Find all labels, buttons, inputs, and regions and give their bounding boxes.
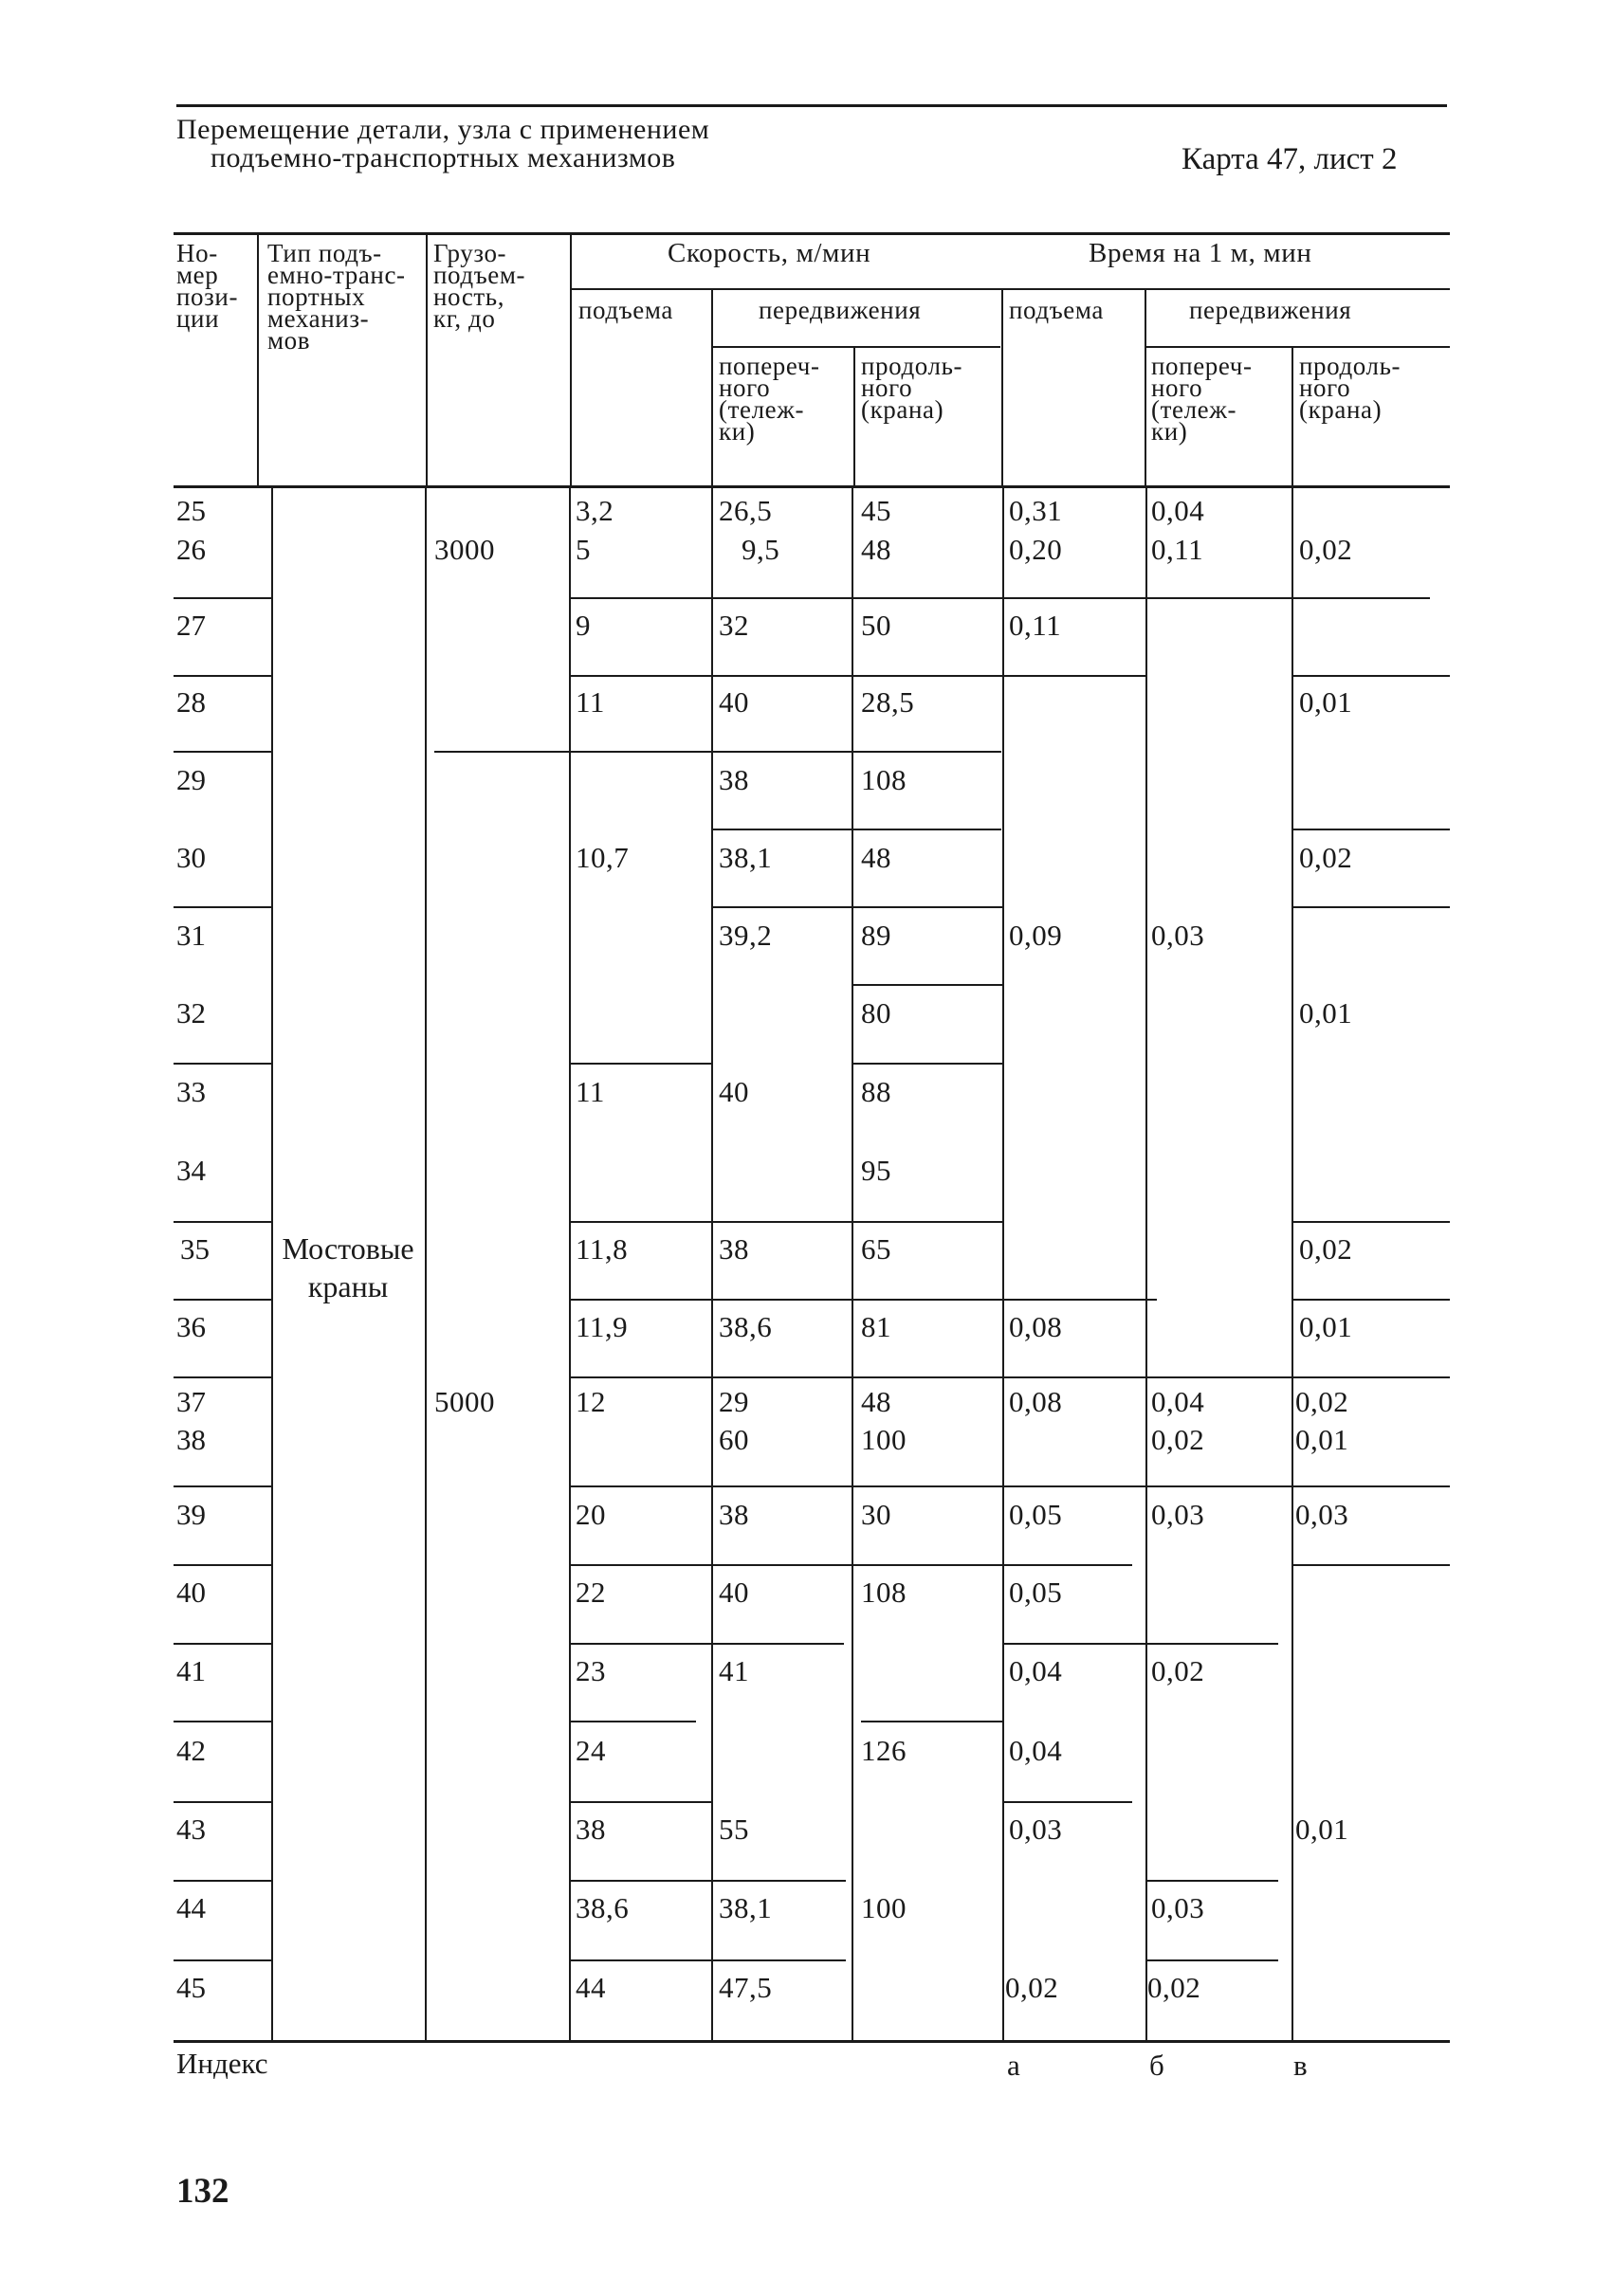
row-sep — [174, 1643, 271, 1645]
row-sep — [174, 1221, 271, 1223]
speed-lift: 9 — [576, 609, 591, 642]
index-a: а — [1007, 2049, 1020, 2082]
position-number: 39 — [176, 1498, 206, 1531]
col-speed-lift-header: подъема — [578, 296, 673, 324]
vline-h1 — [257, 232, 259, 487]
row-sep — [174, 751, 271, 753]
vline-h5 — [853, 346, 855, 487]
tlong-line2: ного — [1299, 374, 1351, 402]
position-number: 29 — [176, 763, 206, 796]
data-sep — [569, 1221, 1003, 1223]
mechanism-label — [267, 1230, 429, 1305]
data-sep — [1291, 675, 1450, 677]
time-long: 0,02 — [1299, 533, 1353, 566]
speed-long: 48 — [861, 841, 891, 874]
speed-cross: 38 — [719, 763, 749, 796]
position-number: 36 — [176, 1310, 206, 1343]
speed-lift: 11,8 — [576, 1232, 629, 1266]
data-sep — [852, 984, 1003, 986]
col-mechanism-line2: емно-транс- — [267, 261, 406, 289]
speed-lift: 12 — [576, 1385, 606, 1418]
row-sep — [174, 1299, 271, 1301]
time-long: 0,02 — [1299, 1232, 1353, 1266]
speed-long: 88 — [861, 1075, 891, 1108]
col-speed-header: Скорость, м/мин — [668, 238, 871, 268]
header-card: Карта 47, лист 2 — [1182, 142, 1398, 176]
col-capacity-header — [433, 239, 526, 333]
position-number: 30 — [176, 841, 206, 874]
row-sep — [174, 675, 271, 677]
col-mechanism-line4: механиз- — [267, 304, 370, 333]
vline-h6 — [1001, 288, 1003, 487]
col-time-lift-header: подъема — [1009, 296, 1104, 324]
long-line1: продоль- — [861, 352, 963, 380]
col-time-long-header — [1299, 352, 1401, 424]
speed-cross: 29 — [719, 1385, 749, 1418]
col-speed-long-header — [861, 352, 963, 424]
position-number: 45 — [176, 1971, 206, 2004]
position-number: 32 — [176, 996, 206, 1030]
capacity-sep — [434, 751, 569, 753]
col-speed-travel-header: передвижения — [759, 296, 922, 324]
speed-cross: 38 — [719, 1232, 749, 1266]
time-lift: 0,05 — [1009, 1498, 1063, 1531]
col-position-line1: Но- — [176, 239, 218, 267]
speed-lift: 11 — [576, 1075, 605, 1108]
time-long: 0,01 — [1295, 1813, 1349, 1846]
row-sep — [174, 597, 271, 599]
time-lift: 0,02 — [1005, 1971, 1059, 2004]
speed-cross: 40 — [719, 1576, 749, 1609]
data-sep — [569, 1721, 696, 1722]
header-title-line1: Перемещение детали, узла с применением — [176, 114, 710, 145]
time-lift: 0,11 — [1009, 609, 1062, 642]
speed-long: 28,5 — [861, 685, 915, 719]
speed-long: 65 — [861, 1232, 891, 1266]
row-sep — [174, 1564, 271, 1566]
speed-long: 126 — [861, 1734, 907, 1767]
row-sep — [174, 1880, 271, 1882]
vline-h8 — [1291, 346, 1293, 487]
tlong-line1: продоль- — [1299, 352, 1401, 380]
time-long: 0,02 — [1295, 1385, 1349, 1418]
vline-b6 — [1002, 487, 1004, 2040]
header-rule-3a — [713, 346, 1000, 348]
time-lift: 0,08 — [1009, 1385, 1063, 1418]
vline-h7 — [1145, 288, 1146, 487]
vline-b3 — [569, 487, 571, 2040]
vline-h3 — [570, 232, 572, 487]
vline-b5 — [852, 487, 853, 2040]
time-long: 0,01 — [1299, 685, 1353, 719]
row-sep — [174, 1485, 271, 1487]
data-sep — [569, 1643, 844, 1645]
speed-cross: 38 — [719, 1498, 749, 1531]
position-number: 26 — [176, 533, 206, 566]
data-sep — [1145, 1880, 1278, 1882]
vline-h4 — [711, 288, 713, 487]
data-sep — [569, 675, 1145, 677]
speed-lift: 22 — [576, 1576, 606, 1609]
col-time-header: Время на 1 м, мин — [1089, 238, 1312, 268]
data-sep — [569, 1880, 846, 1882]
speed-cross: 38,6 — [719, 1310, 773, 1343]
index-label: Индекс — [176, 2047, 268, 2080]
time-long: 0,01 — [1295, 1423, 1349, 1456]
tcross-line4: ки) — [1151, 417, 1188, 446]
time-lift: 0,04 — [1009, 1734, 1063, 1767]
data-sep — [569, 1063, 711, 1065]
table-bottom-rule — [174, 2040, 1450, 2043]
capacity-value: 3000 — [434, 533, 495, 566]
data-sep — [1291, 1564, 1450, 1566]
position-number: 37 — [176, 1385, 206, 1418]
position-number: 27 — [176, 609, 206, 642]
speed-long: 45 — [861, 494, 891, 527]
time-long: 0,01 — [1299, 1310, 1353, 1343]
data-sep — [569, 1564, 1132, 1566]
data-sep — [711, 906, 1003, 908]
speed-cross: 40 — [719, 1075, 749, 1108]
table-top-rule — [174, 232, 1450, 235]
speed-cross: 40 — [719, 685, 749, 719]
col-mechanism-line1: Тип подъ- — [267, 239, 382, 267]
long-line3: (крана) — [861, 395, 944, 424]
time-lift: 0,04 — [1009, 1654, 1063, 1687]
data-sep — [1291, 1299, 1450, 1301]
speed-lift: 11 — [576, 685, 605, 719]
speed-lift: 10,7 — [576, 841, 630, 874]
position-number: 35 — [180, 1232, 210, 1266]
speed-long: 48 — [861, 533, 891, 566]
data-sep — [1145, 1959, 1278, 1961]
speed-cross: 55 — [719, 1813, 749, 1846]
data-sep — [711, 829, 1001, 830]
vline-h2 — [426, 232, 428, 487]
col-mechanism-line3: портных — [267, 282, 366, 311]
speed-lift: 5 — [576, 533, 591, 566]
time-lift: 0,05 — [1009, 1576, 1063, 1609]
speed-cross: 9,5 — [742, 533, 780, 566]
speed-long: 50 — [861, 609, 891, 642]
col-time-travel-header: передвижения — [1189, 296, 1352, 324]
data-sep — [1002, 1801, 1132, 1803]
speed-cross: 38,1 — [719, 1891, 773, 1924]
time-long: 0,03 — [1295, 1498, 1349, 1531]
time-cross: 0,03 — [1151, 1891, 1205, 1924]
vline-b4 — [711, 487, 713, 2040]
time-long: 0,01 — [1299, 996, 1353, 1030]
col-position-header — [176, 239, 239, 333]
col-position-line3: пози- — [176, 282, 239, 311]
speed-long: 30 — [861, 1498, 891, 1531]
data-sep — [1291, 829, 1450, 830]
speed-long: 108 — [861, 1576, 907, 1609]
data-sep — [852, 1063, 1003, 1065]
row-sep — [174, 1063, 271, 1065]
position-number: 25 — [176, 494, 206, 527]
speed-lift: 38 — [576, 1813, 606, 1846]
time-cross: 0,03 — [1151, 919, 1205, 952]
col-capacity-line3: ность, — [433, 282, 505, 311]
speed-long: 95 — [861, 1154, 891, 1187]
speed-long: 48 — [861, 1385, 891, 1418]
index-c: в — [1293, 2049, 1308, 2082]
data-sep — [569, 751, 1001, 753]
speed-cross: 38,1 — [719, 841, 773, 874]
time-lift: 0,31 — [1009, 494, 1063, 527]
header-rule-2 — [572, 288, 1450, 290]
position-number: 31 — [176, 919, 206, 952]
row-sep — [174, 1376, 271, 1378]
time-cross: 0,04 — [1151, 1385, 1205, 1418]
time-lift: 0,09 — [1009, 919, 1063, 952]
capacity-value: 5000 — [434, 1385, 495, 1418]
speed-lift: 24 — [576, 1734, 606, 1767]
speed-long: 80 — [861, 996, 891, 1030]
time-long: 0,02 — [1299, 841, 1353, 874]
data-sep — [1291, 1221, 1450, 1223]
cross-line1: попереч- — [719, 352, 820, 380]
header-rule-3b — [1146, 346, 1450, 348]
tlong-line3: (крана) — [1299, 395, 1383, 424]
header-title-line2: подъемно-транспортных механизмов — [211, 142, 676, 173]
row-sep — [174, 1721, 271, 1722]
time-cross: 0,02 — [1147, 1971, 1201, 2004]
time-cross: 0,03 — [1151, 1498, 1205, 1531]
data-sep — [569, 1959, 846, 1961]
cross-line2: ного — [719, 374, 771, 402]
col-mechanism-header — [267, 239, 406, 355]
vline-b7 — [1145, 487, 1147, 2040]
time-cross: 0,02 — [1151, 1654, 1205, 1687]
data-sep — [1291, 906, 1450, 908]
mechanism-line2: краны — [307, 1269, 389, 1303]
position-number: 34 — [176, 1154, 206, 1187]
data-sep — [569, 1299, 1157, 1301]
data-sep — [569, 1485, 1450, 1487]
speed-long: 108 — [861, 763, 907, 796]
col-position-line4: ции — [176, 304, 220, 333]
tcross-line3: (тележ- — [1151, 395, 1237, 424]
time-cross: 0,11 — [1151, 533, 1204, 566]
position-number: 43 — [176, 1813, 206, 1846]
position-number: 33 — [176, 1075, 206, 1108]
col-mechanism-line5: мов — [267, 326, 311, 355]
row-sep — [174, 1959, 271, 1961]
time-lift: 0,03 — [1009, 1813, 1063, 1846]
time-lift: 0,20 — [1009, 533, 1063, 566]
speed-lift: 20 — [576, 1498, 606, 1531]
time-cross: 0,04 — [1151, 494, 1205, 527]
position-number: 28 — [176, 685, 206, 719]
position-number: 42 — [176, 1734, 206, 1767]
vline-b8 — [1291, 487, 1293, 2040]
col-capacity-line1: Грузо- — [433, 239, 507, 267]
speed-cross: 26,5 — [719, 494, 773, 527]
position-number: 41 — [176, 1654, 206, 1687]
speed-cross: 60 — [719, 1423, 749, 1456]
speed-cross: 41 — [719, 1654, 749, 1687]
data-sep — [569, 1801, 711, 1803]
tcross-line2: ного — [1151, 374, 1203, 402]
position-number: 40 — [176, 1576, 206, 1609]
speed-lift: 23 — [576, 1654, 606, 1687]
position-number: 44 — [176, 1891, 206, 1924]
speed-cross: 39,2 — [719, 919, 773, 952]
speed-long: 81 — [861, 1310, 891, 1343]
row-sep — [174, 906, 271, 908]
cross-line4: ки) — [719, 417, 756, 446]
col-position-line2: мер — [176, 261, 219, 289]
data-sep — [569, 597, 1430, 599]
col-time-cross-header — [1151, 352, 1253, 446]
time-lift: 0,08 — [1009, 1310, 1063, 1343]
speed-lift: 44 — [576, 1971, 606, 2004]
speed-lift: 11,9 — [576, 1310, 629, 1343]
col-capacity-line4: кг, до — [433, 304, 496, 333]
col-capacity-line2: подъем- — [433, 261, 526, 289]
data-sep — [861, 1721, 1003, 1722]
speed-cross: 47,5 — [719, 1971, 773, 2004]
time-cross: 0,02 — [1151, 1423, 1205, 1456]
speed-lift: 3,2 — [576, 494, 614, 527]
speed-cross: 32 — [719, 609, 749, 642]
position-number: 38 — [176, 1423, 206, 1456]
header-bottom-rule — [174, 485, 1450, 488]
page-number: 132 — [176, 2172, 229, 2211]
col-speed-cross-header — [719, 352, 820, 446]
cross-line3: (тележ- — [719, 395, 805, 424]
speed-long: 100 — [861, 1891, 907, 1924]
speed-long: 100 — [861, 1423, 907, 1456]
index-b: б — [1149, 2049, 1164, 2082]
speed-long: 89 — [861, 919, 891, 952]
long-line2: ного — [861, 374, 913, 402]
row-sep — [174, 1801, 271, 1803]
tcross-line1: попереч- — [1151, 352, 1253, 380]
mechanism-line1: Мостовые — [282, 1231, 414, 1266]
data-sep — [1002, 1643, 1278, 1645]
speed-lift: 38,6 — [576, 1891, 630, 1924]
data-sep — [569, 1376, 1450, 1378]
